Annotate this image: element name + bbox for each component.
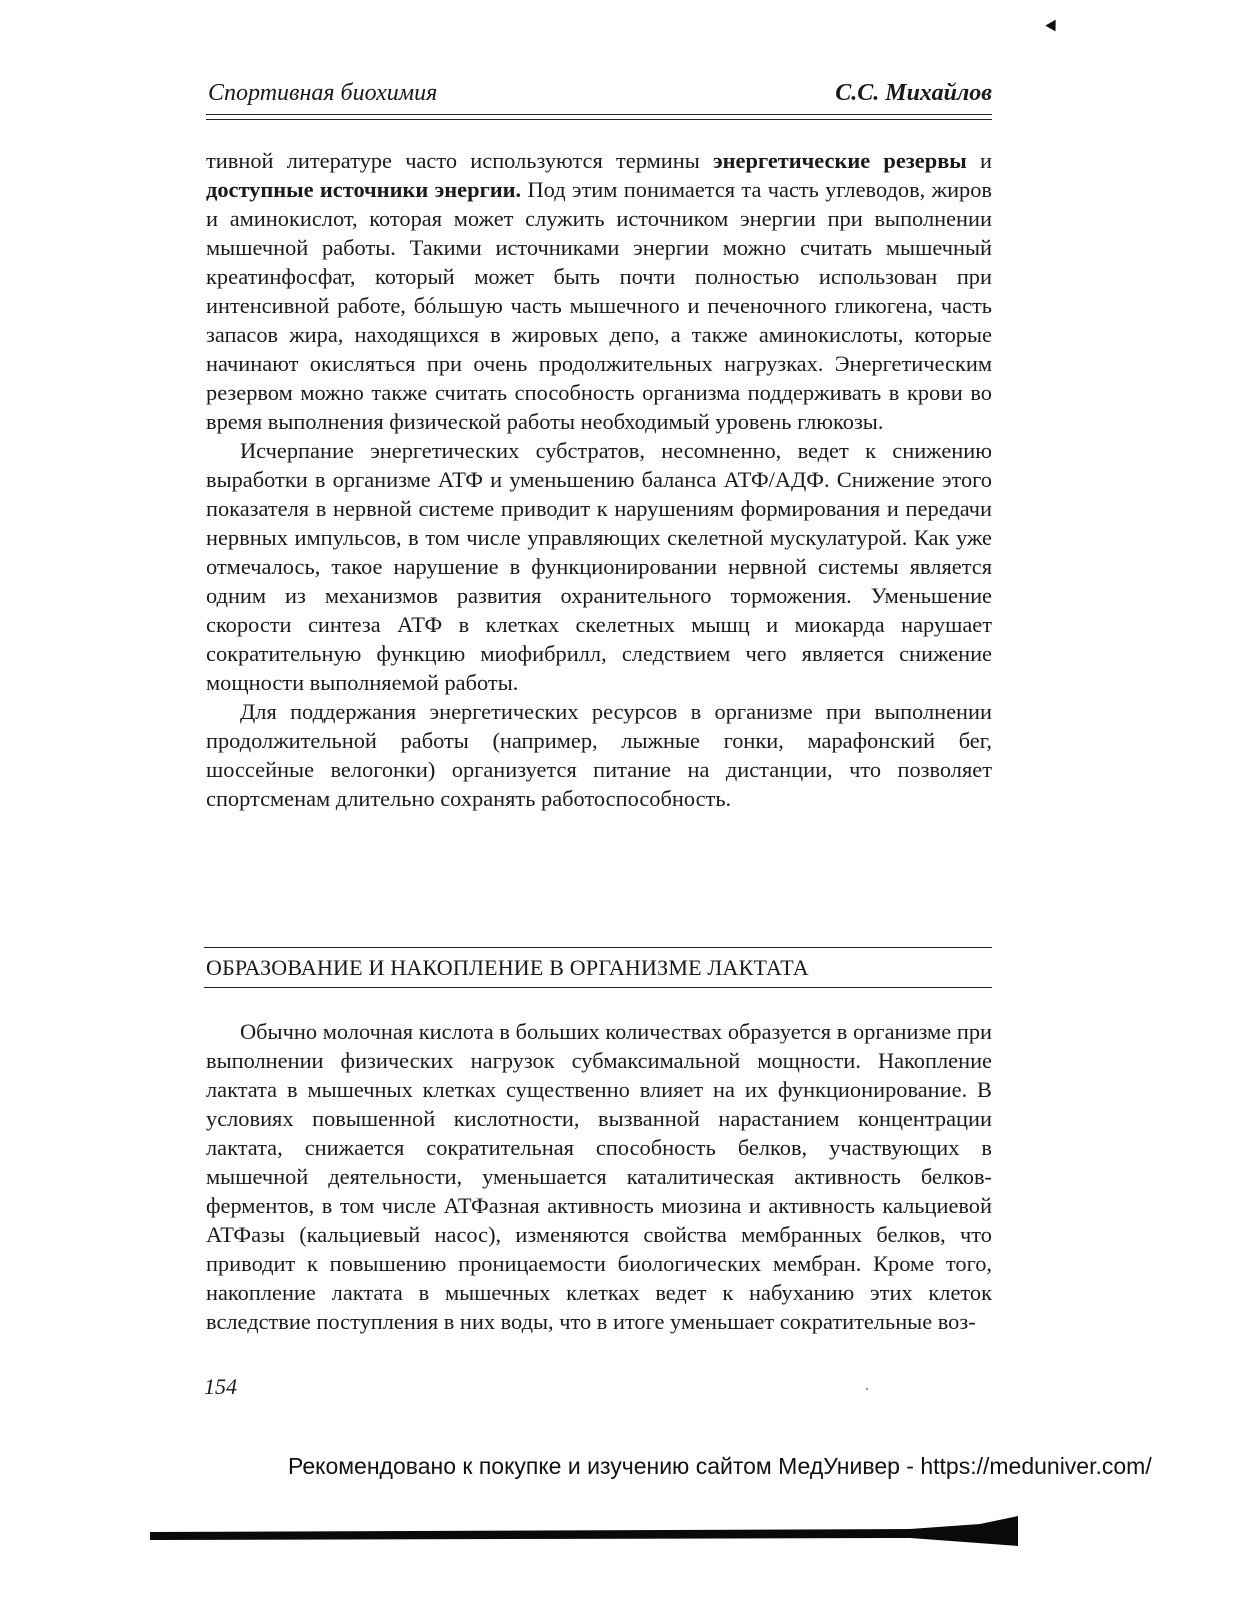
section-text [206, 1017, 992, 1336]
main-text [206, 146, 992, 813]
bottom-scan-bar [150, 1512, 1020, 1552]
running-header [208, 78, 992, 114]
book-title: Спортивная биохимия [208, 80, 438, 106]
promo-footer [288, 1453, 1152, 1480]
paragraph-1 [206, 146, 992, 436]
paragraph-1-segment-1: тивной литературе часто используются термины [206, 148, 713, 173]
header-rule-bottom [206, 119, 992, 120]
term-available-energy-sources: доступные источники энергии. [206, 177, 522, 202]
paragraph-1-segment-3: и [966, 148, 992, 173]
section-paragraph: Обычно молочная кислота в больших количествах образуется в организме при выполнении физических нагрузок субмаксимальной мощности. Накопление лактата в мышечных клетках существенно влияет на их функционирование. В условиях повышенной кислотности, вызванной нарастанием концентрации лактата, снижается сократительная способность белков, участвующих в мышечной деятельности, уменьшается каталитическая активность белков-ферментов, в том числе АТФазная активность миозина и активность кальциевой АТФазы (кальциевый насос), изменяются свойства мембранных белков, что приводит к повышению проницаемости биологических мембран. Кроме того, накопление лактата в мышечных клетках ведет к набуханию этих клеток вследствие поступления в них воды, что в итоге уменьшает сократительные воз- [206, 1019, 992, 1334]
section-rule-bottom [204, 987, 992, 988]
author-name: С.С. Михайлов [835, 80, 992, 106]
section-heading: ОБРАЗОВАНИЕ И НАКОПЛЕНИЕ В ОРГАНИЗМЕ ЛАКТАТА [206, 955, 809, 980]
term-energy-reserves: энергетические резервы [712, 148, 967, 173]
header-rule-top [206, 114, 992, 115]
promo-link[interactable]: Рекомендовано к покупке и изучению сайтом МедУнивер - https://meduniver.com/ [288, 1453, 1152, 1479]
corner-scan-mark [1045, 20, 1060, 35]
section-rule-top [204, 947, 992, 948]
page-number: 154 [204, 1374, 237, 1399]
paragraph-3: Для поддержания энергетических ресурсов в организме при выполнении продолжительной работы (например, лыжные гонки, марафонский бег, шоссейные велогонки) организуется питание на дистанции, что позволяет спортсменам длительно сохранять работоспособность. [206, 699, 992, 811]
scan-speck [866, 1388, 868, 1390]
paragraph-2: Исчерпание энергетических субстратов, несомненно, ведет к снижению выработки в организме АТФ и уменьшению баланса АТФ/АДФ. Снижение этого показателя в нервной системе приводит к нарушениям формирования и передачи нервных импульсов, в том числе управляющих скелетной мускулатурой. Как уже отмечалось, такое нарушение в функционировании нервной системы является одним из механизмов развития охранительного торможения. Уменьшение скорости синтеза АТФ в клетках скелетных мышц и миокарда нарушает сократительную функцию миофибрилл, следствием чего является снижение мощности выполняемой работы. [206, 438, 992, 695]
paragraph-1-segment-5: Под этим понимается та часть углеводов, жиров и аминокислот, которая может служить источником энергии при выполнении мышечной работы. Такими источниками энергии можно считать мышечный креатинфосфат, который может быть почти полностью использован при интенсивной работе, бóльшую часть мышечного и печеночного гликогена, часть запасов жира, находящихся в жировых депо, а также аминокислоты, которые начинают окисляться при очень продолжительных нагрузках. Энергетическим резервом можно также считать способность организма поддерживать в крови во время выполнения физической работы необходимый уровень глюкозы. [206, 177, 993, 434]
